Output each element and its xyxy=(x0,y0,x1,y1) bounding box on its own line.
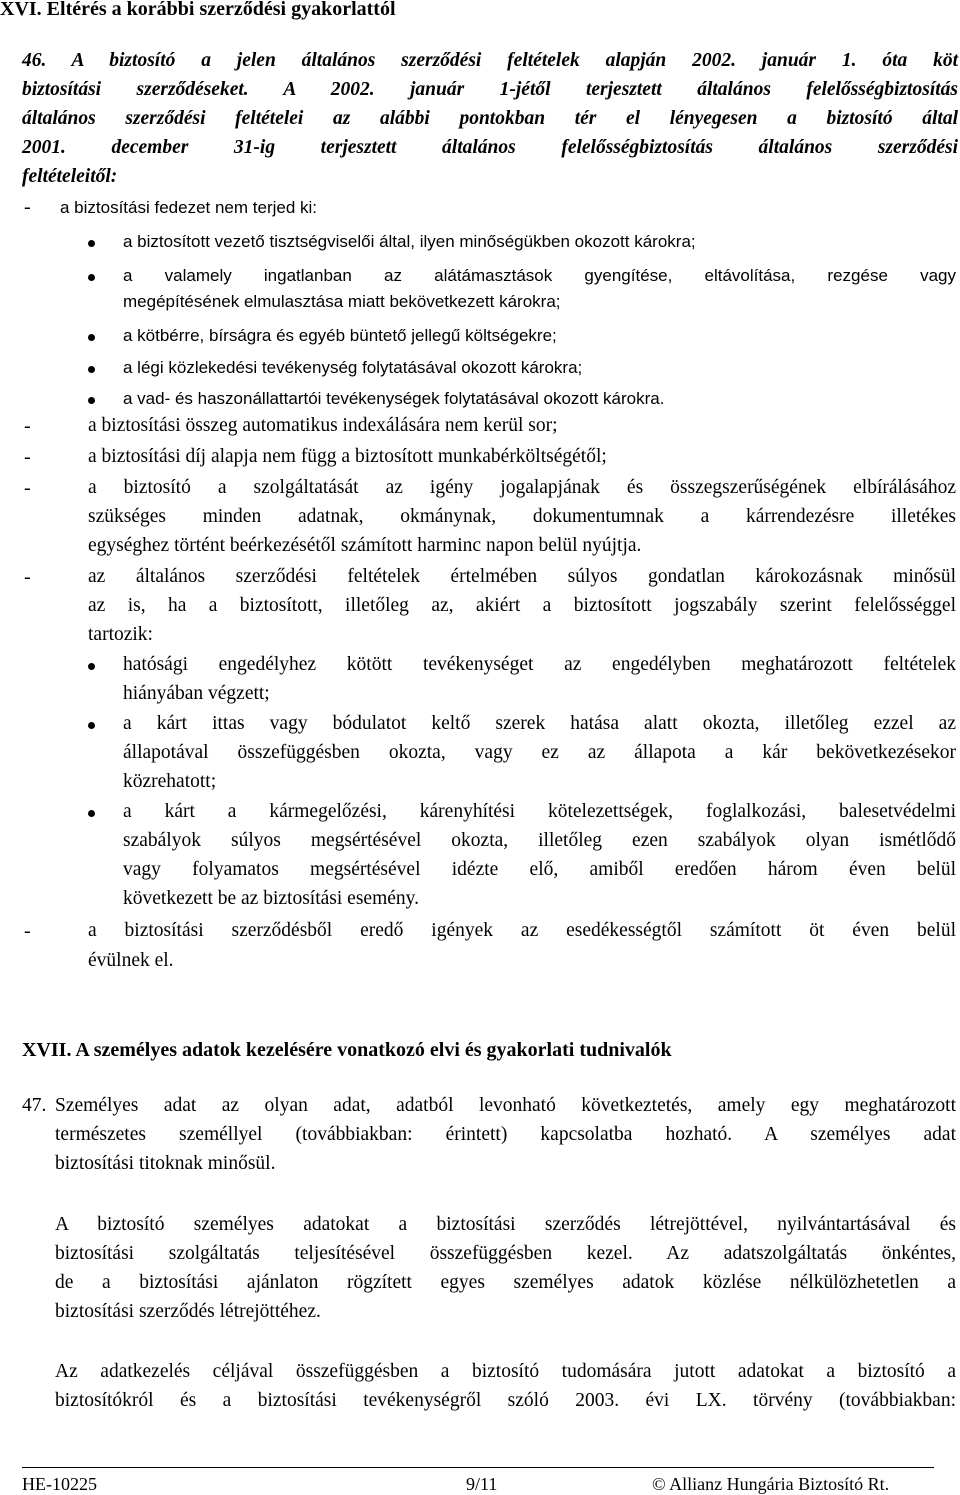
dash-item-service: a biztosító a szolgáltatását az igény jogalapjának és összegszerűségének elbírálásához xyxy=(88,477,956,498)
footer-copyright: © Allianz Hungária Biztosító Rt. xyxy=(652,1474,890,1494)
bullet-item-cont: vagy folyamatos megsértésével idézte elő, amiből eredően három éven belül xyxy=(123,859,956,880)
bullet-icon xyxy=(88,663,95,670)
dash-item-limitation-cont: évülnek el. xyxy=(88,950,174,971)
paragraph-line: biztosítási szolgáltatás teljesítésével összefüggésben kezel. Az adatszolgáltatás önkéntes, xyxy=(55,1243,956,1264)
paragraph-47-line: természetes személlyel (továbbiakban: érintett) kapcsolatba hozható. A személyes adat xyxy=(55,1124,956,1145)
dash-marker: - xyxy=(24,196,31,218)
dash-item-index: a biztosítási összeg automatikus indexálására nem kerül sor; xyxy=(88,415,558,436)
dash-item-negligence-cont: az is, ha a biztosított, illetőleg az, akiért a biztosított jogszabály szerint felelősséggel xyxy=(88,595,956,616)
bullet-icon xyxy=(88,274,95,281)
dash-marker: - xyxy=(24,446,31,468)
bullet-item: a kötbérre, bírságra és egyéb büntető jellegű költségekre; xyxy=(123,326,557,345)
dash-item-service-cont: egységhez történt beérkezésétől számított harminc napon belül nyújtja. xyxy=(88,535,642,556)
intro-line-1: 46. A biztosító a jelen általános szerződési feltételek alapján 2002. január 1. óta köt xyxy=(22,50,958,71)
intro-line-2: biztosítási szerződéseket. A 2002. január 1-jétől terjesztett általános felelősségbiztosítás xyxy=(22,79,958,100)
bullet-icon xyxy=(88,334,95,341)
bullet-item: hatósági engedélyhez kötött tevékenységet az engedélyben meghatározott feltételek xyxy=(123,654,956,675)
bullet-item-cont: következett be az biztosítási esemény. xyxy=(123,888,419,909)
paragraph-line: biztosítókról és a biztosítási tevékenységről szóló 2003. évi LX. törvény (továbbiakban: xyxy=(55,1390,956,1411)
paragraph-47-line: Személyes adat az olyan adat, adatból levonható következtetés, amely egy meghatározott xyxy=(55,1095,956,1116)
paragraph-line: biztosítási szerződés létrejöttéhez. xyxy=(55,1301,321,1322)
dash-item-service-cont: szükséges minden adatnak, okmánynak, dokumentumnak a kárrendezésre illetékes xyxy=(88,506,956,527)
footer-page-number: 9/11 xyxy=(466,1474,498,1494)
bullet-item: a kárt a kármegelőzési, kárenyhítési kötelezettségek, foglalkozási, balesetvédelmi xyxy=(123,801,956,822)
dash-item-negligence: az általános szerződési feltételek értelmében súlyos gondatlan károkozásnak minősül xyxy=(88,566,956,587)
dash-item-limitation: a biztosítási szerződésből eredő igények az esedékességtől számított öt éven belül xyxy=(88,920,956,941)
bullet-item: a valamely ingatlanban az alátámasztások gyengítése, eltávolítása, rezgése vagy xyxy=(123,266,956,285)
bullet-icon xyxy=(88,397,95,404)
bullet-item-cont: szabályok súlyos megsértésével okozta, illetőleg ezen szabályok olyan ismétlődő xyxy=(123,830,956,851)
dash-item-negligence-cont: tartozik: xyxy=(88,624,153,645)
footer-doc-code: HE-10225 xyxy=(22,1474,97,1494)
paragraph-line: Az adatkezelés céljával összefüggésben a biztosító tudomására jutott adatokat a biztosító a xyxy=(55,1361,956,1382)
paragraph-47-number: 47. xyxy=(22,1095,47,1116)
bullet-item: a biztosított vezető tisztségviselői által, ilyen minőségükben okozott károkra; xyxy=(123,232,696,251)
bullet-item-cont: hiányában végzett; xyxy=(123,683,270,704)
dash-marker: - xyxy=(24,566,31,588)
dash-item-fee: a biztosítási díj alapja nem függ a biztosított munkabérköltségétől; xyxy=(88,446,607,467)
dash-marker: - xyxy=(24,415,31,437)
bullet-item: a vad- és haszonállattartói tevékenységek folytatásával okozott károkra. xyxy=(123,389,665,408)
paragraph-line: A biztosító személyes adatokat a biztosítási szerződés létrejöttével, nyilvántartásával és xyxy=(55,1214,956,1235)
footer-divider xyxy=(22,1467,934,1468)
intro-line-5: feltételeitől: xyxy=(22,166,118,187)
dash-marker: - xyxy=(24,920,31,942)
intro-line-3: általános szerződési feltételei az alábbi pontokban tér el lényegesen a biztosító által xyxy=(22,108,958,129)
paragraph-47-line: biztosítási titoknak minősül. xyxy=(55,1153,276,1174)
bullet-icon xyxy=(88,366,95,373)
bullet-item-cont: megépítésének elmulasztása miatt bekövetkezett károkra; xyxy=(123,292,561,311)
bullet-icon xyxy=(88,722,95,729)
dash-marker: - xyxy=(24,477,31,499)
bullet-icon xyxy=(88,810,95,817)
paragraph-line: de a biztosítási ajánlaton rögzített egyes személyes adatok közlése nélkülözhetetlen a xyxy=(55,1272,956,1293)
section-17-title: XVII. A személyes adatok kezelésére vonatkozó elvi és gyakorlati tudnivalók xyxy=(22,1039,672,1061)
bullet-item: a kárt ittas vagy bódulatot keltő szerek hatása alatt okozta, illetőleg ezzel az xyxy=(123,713,956,734)
bullet-item: a légi közlekedési tevékenység folytatásával okozott károkra; xyxy=(123,358,583,377)
intro-line-4: 2001. december 31-ig terjesztett általános felelősségbiztosítás általános szerződési xyxy=(22,137,958,158)
bullet-item-cont: állapotával összefüggésben okozta, vagy ez az állapota a kár bekövetkezésekor xyxy=(123,742,956,763)
bullet-item-cont: közrehatott; xyxy=(123,771,217,792)
section-16-title: XVI. Eltérés a korábbi szerződési gyakorlattól xyxy=(0,0,396,20)
dash-item-coverage: a biztosítási fedezet nem terjed ki: xyxy=(60,198,318,217)
bullet-icon xyxy=(88,240,95,247)
